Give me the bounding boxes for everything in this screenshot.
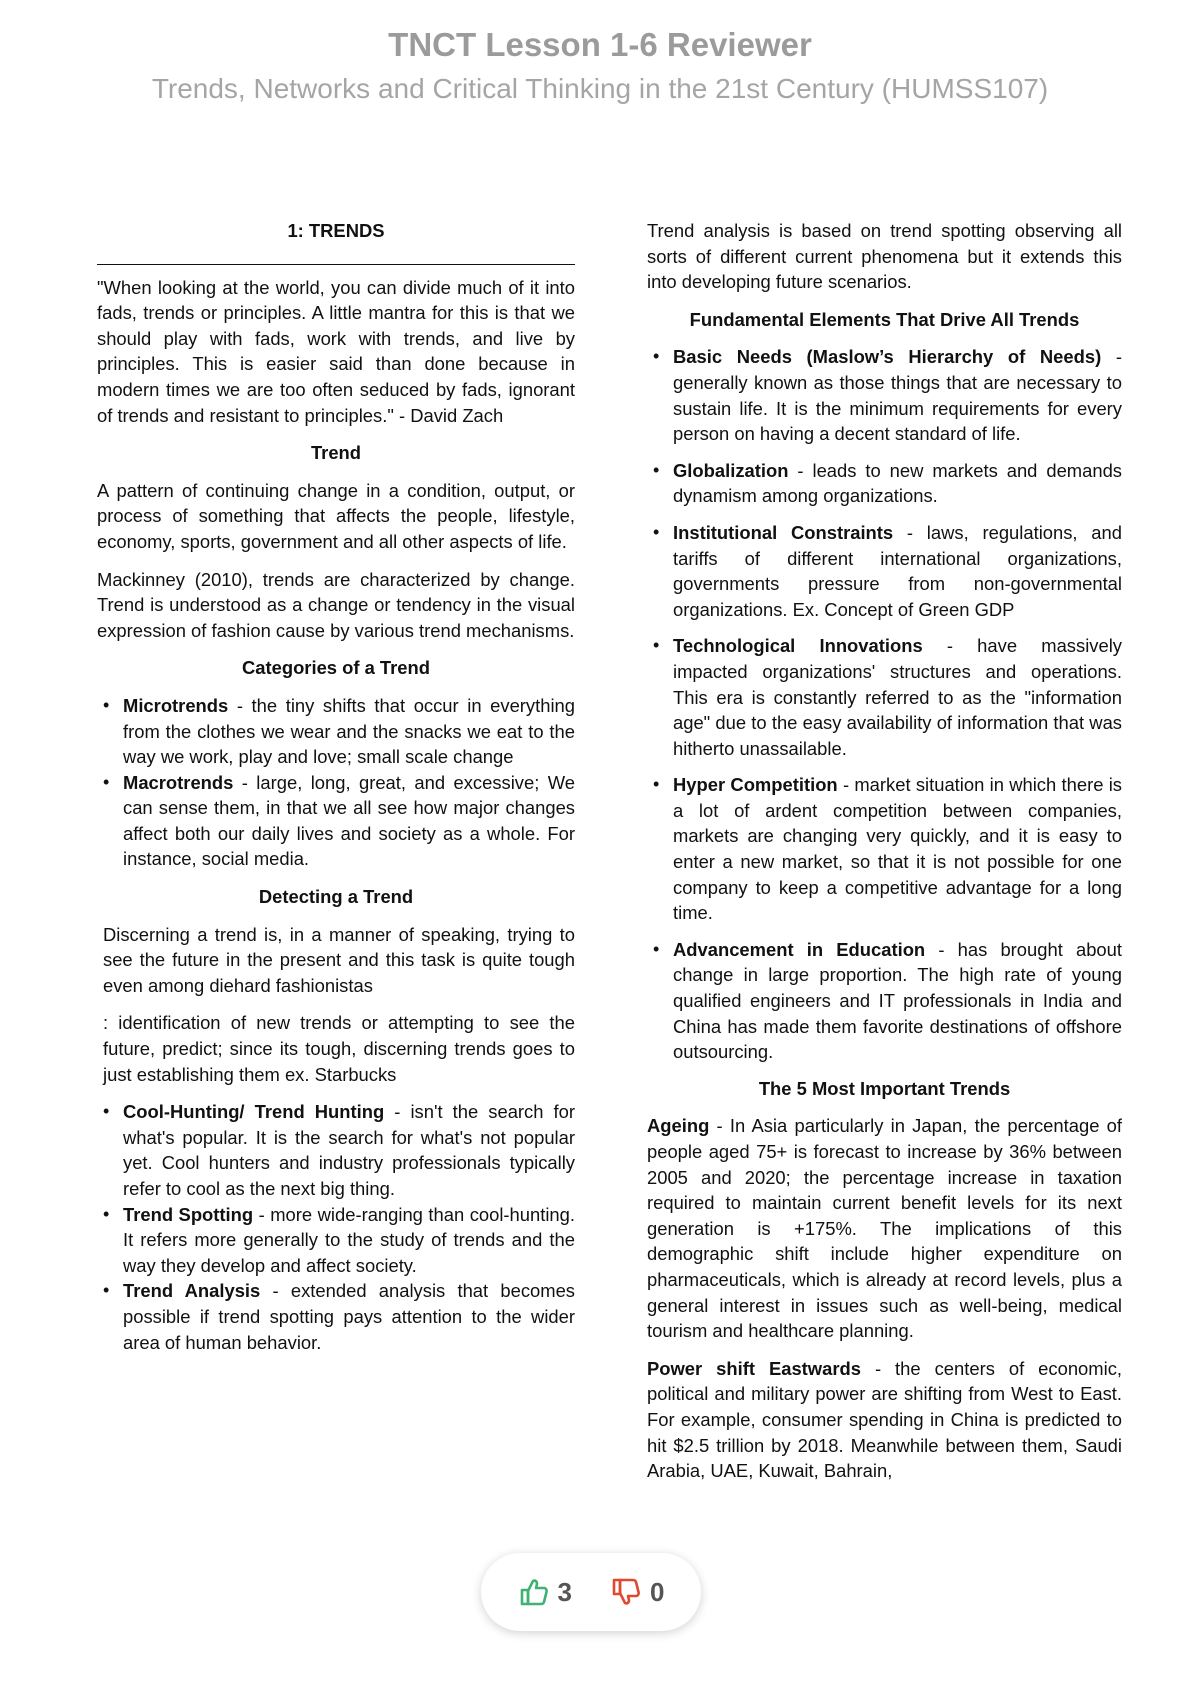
ageing-text: - In Asia particularly in Japan, the percentage of people aged 75+ is forecast to increase by 36% between 2005 and 2020; the percentage increase in taxation required to maintain current benefit levels for its next generation is +175%. The implications of this demographic shift include higher expenditure on pharmaceuticals, which is already at record levels, plus a general interest in issues such as well-being, medical tourism and healthcare planning. [647, 1115, 1122, 1342]
list-item-term: Technological Innovations [673, 635, 923, 657]
upvote-button[interactable] [518, 1576, 572, 1608]
downvote-count: 0 [650, 1576, 665, 1607]
list-item [647, 520, 1122, 622]
list-item-text: - leads to new markets and demands dynamism among organizations. [673, 459, 1122, 507]
trend-heading: Trend [310, 442, 362, 464]
list-item [97, 1202, 575, 1279]
categories-heading: Categories of a Trend [241, 657, 431, 679]
divider [97, 264, 575, 265]
thumbs-up-icon [518, 1576, 550, 1608]
list-item-term: Globalization [673, 459, 789, 481]
document-header [0, 22, 1200, 110]
list-item [97, 1099, 575, 1201]
list-item-text: - generally known as those things that are necessary to sustain life. It is the minimum requirements for every person on having a decent standard of life. [673, 346, 1123, 445]
fundamental-heading: Fundamental Elements That Drive All Trends [689, 308, 1080, 330]
mackinney-paragraph: Mackinney (2010), trends are characterized by change. Trend is understood as a change or tendency in the visual expression of fashion cause by various trend mechanisms. [97, 568, 575, 641]
ageing-paragraph [647, 1113, 1122, 1343]
trend-analysis-intro: Trend analysis is based on trend spotting observing all sorts of different current phenomena but it extends this into developing future scenarios. [647, 220, 1122, 293]
right-column [647, 218, 1122, 1484]
list-item [647, 344, 1122, 446]
downvote-button[interactable] [610, 1576, 664, 1608]
power-shift-text: - the centers of economic, political and military power are shifting from West to East. For example, consumer spending in China is predicted to hit $2.5 trillion by 2018. Meanwhile between them, Saudi Arabia, UAE, Kuwait, Bahrain, [647, 1357, 1122, 1482]
list-item-term: Advancement in Education [673, 938, 926, 960]
document-title: TNCT Lesson 1-6 Reviewer [388, 26, 812, 63]
list-item [97, 693, 575, 770]
power-shift-term: Power shift Eastwards [647, 1357, 861, 1379]
power-shift-paragraph [647, 1356, 1122, 1484]
list-item-term: Basic Needs (Maslow’s Hierarchy of Needs) [673, 346, 1102, 368]
list-item-term: Cool-Hunting/ Trend Hunting [123, 1101, 385, 1123]
detecting-heading: Detecting a Trend [258, 886, 414, 908]
list-item [647, 458, 1122, 509]
thumbs-down-icon [610, 1576, 642, 1608]
list-item-text: - isn't the search for what's popular. It is the search for what's not popular yet. Cool hunters and industry professionals typically refer to cool as the next big thing. [123, 1101, 575, 1199]
document-subtitle: Trends, Networks and Critical Thinking in the 21st Century (HUMSS107) [151, 73, 1049, 104]
list-item [647, 937, 1122, 1065]
list-item-text: - have massively impacted organizations' structures and operations. This era is constantly referred to as the "information age" due to the easy availability of information that was hitherto unassailable. [673, 635, 1122, 759]
list-item-term: Microtrends [123, 694, 229, 716]
list-item-text: - laws, regulations, and tariffs of different international organizations, governments pressure from non-governmental organizations. Ex. Concept of Green GDP [673, 521, 1122, 620]
detecting-paragraph-1: Discerning a trend is, in a manner of speaking, trying to see the future in the present and this task is quite tough even among diehard fashionistas [103, 923, 575, 996]
list-item-text: - more wide-ranging than cool-hunting. It refers more generally to the study of trends and the way they develop and affect society. [123, 1203, 575, 1276]
list-item-term: Trend Analysis [123, 1280, 261, 1302]
list-item-term: Macrotrends [123, 771, 234, 793]
list-item-term: Hyper Competition [673, 774, 838, 796]
list-item-text: - extended analysis that becomes possible if trend spotting pays attention to the wider area of human behavior. [123, 1280, 575, 1353]
ageing-term: Ageing [647, 1115, 710, 1137]
list-item [647, 772, 1122, 926]
quote-paragraph: "When looking at the world, you can divide much of it into fads, trends or principles. A little mantra for this is that we should play with fads, work with trends, and live by principles. This is easier said than done because in modern times we are too often seduced by fads, ignorant of trends and resistant to principles." - David Zach [97, 276, 575, 426]
list-item-text: - market situation in which there is a lot of ardent competition between companies, markets are changing very quickly, and it is easy to enter a new market, so that it is not possible for one company to keep a competitive advantage for a long time. [673, 774, 1122, 924]
list-item [97, 770, 575, 872]
list-item-term: Institutional Constraints [673, 521, 894, 543]
list-item-term: Trend Spotting [123, 1203, 254, 1225]
vote-widget [481, 1553, 701, 1631]
list-item-text: - the tiny shifts that occur in everything from the clothes we wear and the snacks we eat to the way we work, play and love; small scale change [123, 694, 575, 768]
detecting-list [97, 1099, 575, 1355]
list-item [647, 633, 1122, 761]
detecting-paragraph-2: : identification of new trends or attempting to see the future, predict; since its tough, discerning trends goes to just establishing them ex. Starbucks [103, 1012, 575, 1085]
trend-definition: A pattern of continuing change in a condition, output, or process of something that affects the people, lifestyle, economy, sports, government and all other aspects of life. [97, 479, 575, 552]
list-item-text: - large, long, great, and excessive; We can sense them, in that we all see how major changes affect both our daily lives and society as a whole. For instance, social media. [123, 771, 575, 870]
upvote-count: 3 [557, 1576, 572, 1607]
list-item-text: - has brought about change in large proportion. The high rate of young qualified engineers and IT professionals in India and China has made them favorite destinations of offshore outsourcing. [673, 938, 1122, 1063]
left-column [97, 218, 575, 1355]
categories-list [97, 693, 575, 872]
list-item [97, 1278, 575, 1355]
section-title: 1: TRENDS [287, 220, 385, 241]
important-trends-heading: The 5 Most Important Trends [758, 1077, 1011, 1099]
fundamentals-list [647, 344, 1122, 1064]
